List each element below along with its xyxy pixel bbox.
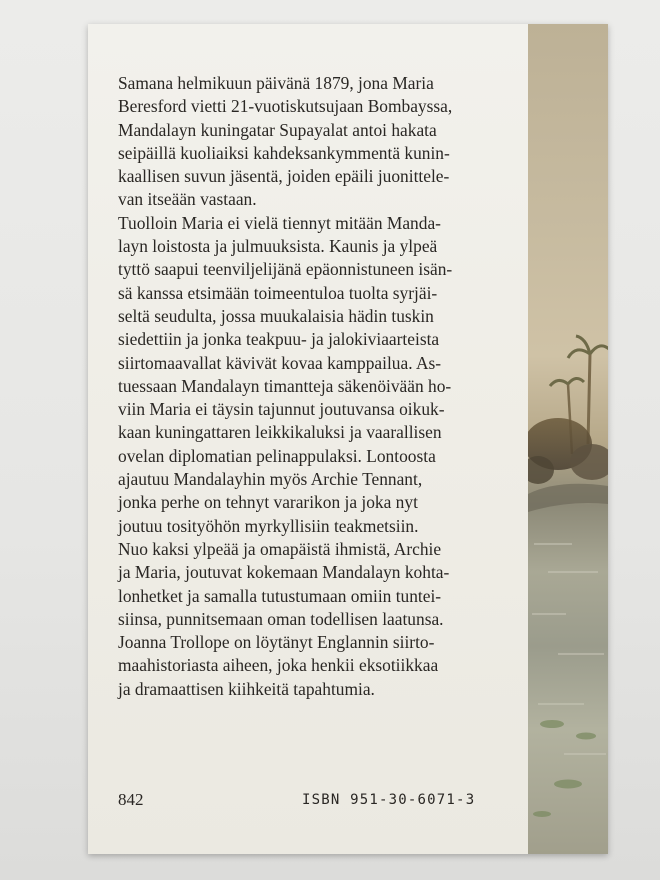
blurb-line: ovelan diplomatian pelinappulaksi. Lontoosta [118, 445, 436, 466]
blurb-line: kaallisen suvun jäsentä, joiden epäili juonittele- [118, 166, 450, 187]
blurb-line: tuessaan Mandalayn timantteja säkenöivään ho- [118, 375, 452, 396]
blurb-line: ja dramaattisen kiihkeitä tapahtumia. [118, 678, 375, 699]
blurb-line: Samana helmikuun päivänä 1879, jona Maria [118, 73, 434, 93]
lily-pads [533, 720, 596, 817]
book-back-cover [88, 24, 608, 854]
blurb-line: seltä seudulta, jossa muukalaisia hädin tuskin [118, 305, 434, 326]
blurb-line: siedettiin ja jonka teakpuu- ja jalokiviaarteista [118, 329, 440, 350]
blurb-line: Beresford vietti 21-vuotiskutsujaan Bombayssa, [118, 96, 453, 117]
blurb-line: Nuo kaksi ylpeää ja omapäistä ihmistä, Archie [118, 538, 442, 559]
palm-tree-trunk [588, 354, 590, 444]
blurb-line: Mandalayn kuningatar Supayalat antoi hakata [118, 119, 437, 140]
blurb-line: joutuu tosityöhön myrkyllisiin teakmetsiin. [118, 515, 419, 536]
blurb-line: kaan kuningattaren leikkikaluksi ja vaarallisen [118, 422, 442, 443]
blurb-line: maahistoriasta aiheen, joka henkii eksotiikkaa [118, 655, 439, 676]
blurb-line: van itseään vastaan. [118, 189, 257, 210]
blurb-line: ajautuu Mandalayhin myös Archie Tennant, [118, 469, 423, 490]
blurb-line: Tuolloin Maria ei vielä tiennyt mitään Manda- [118, 212, 441, 233]
blurb-line: sä kanssa etsimään toimeentuloa tuolta syrjäi- [118, 282, 438, 303]
blurb-line: siirtomaavallat kävivät kovaa kamppailua. As- [118, 352, 442, 373]
blurb-line: ja Maria, joutuvat kokemaan Mandalayn kohta- [118, 562, 450, 583]
blurb-line: siinsa, punnitsemaan oman todellisen laatunsa. [118, 608, 444, 629]
blurb-line: Joanna Trollope on löytänyt Englannin siirto- [118, 632, 435, 653]
isbn-code: ISBN 951-30-6071-3 [302, 792, 476, 808]
blurb-text [118, 72, 518, 701]
landscape-painting [528, 24, 608, 854]
cover-illustration-strip [528, 24, 608, 854]
blurb-line: jonka perhe on tehnyt vararikon ja joka nyt [118, 492, 418, 513]
catalog-number: 842 [118, 790, 144, 809]
blurb-line: tyttö saapui teenviljelijänä epäonnistuneen isän- [118, 259, 453, 280]
river-bank [528, 484, 608, 512]
blurb-line: seipäillä kuoliaiksi kahdeksankymmentä kunin- [118, 142, 450, 163]
blurb-line: layn loistosta ja julmuuksista. Kaunis ja ylpeä [118, 236, 438, 257]
blurb-line: viin Maria ei täysin tajunnut joutuvansa oikuk- [118, 399, 445, 420]
blurb-line: lonhetket ja samalla tutustumaan omiin tuntei- [118, 585, 442, 606]
palm-fronds [550, 336, 608, 386]
cover-paper-panel [88, 24, 528, 854]
